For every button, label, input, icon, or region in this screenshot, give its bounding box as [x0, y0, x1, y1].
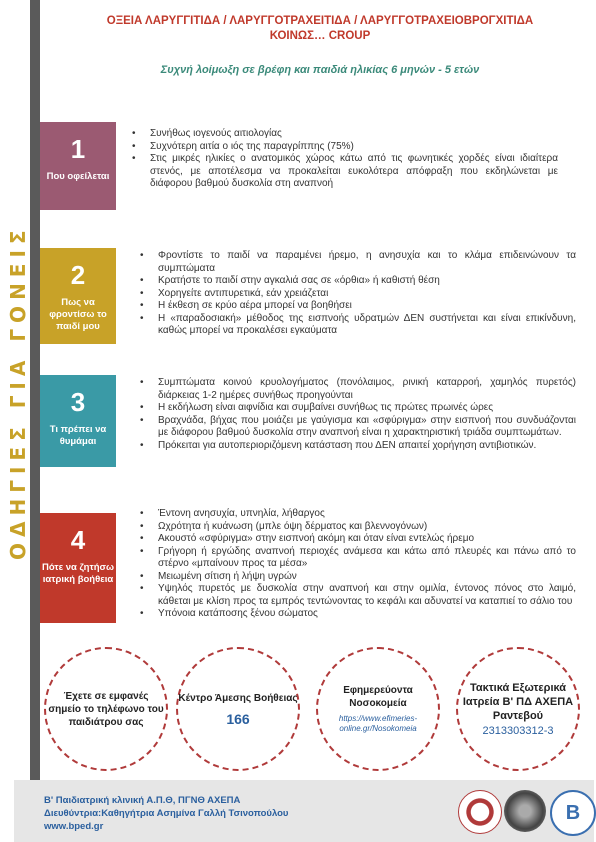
- list-item: • Συχνότερη αιτία ο ιός της παραγρίππης (75%): [126, 141, 558, 154]
- title-line-2: ΚΟΙΝΩΣ… CROUP: [269, 30, 371, 42]
- section-3-list: [134, 377, 576, 452]
- list-item: • Υψηλός πυρετός με δυσκολία στην αναπνοή και στην ομιλία, έντονος πόνος στο λαιμό, κάθεται με κλίση προς τα εμπρός τεντώνοντας το κεφάλι και αδυνατεί να καταπιεί το σάλιο του: [134, 583, 576, 608]
- section-2-label: Πως να φροντίσω το παιδί μου: [49, 297, 107, 332]
- pediatrician-phone-circle: [44, 647, 168, 771]
- list-item: • Κρατήστε το παιδί στην αγκαλιά σας σε «όρθια» ή καθιστή θέση: [134, 275, 576, 288]
- section-1-box: [40, 122, 116, 210]
- clinic-logo-letter: B: [565, 801, 581, 824]
- section-3-label: Τι πρέπει να θυμάμαι: [49, 424, 107, 447]
- section-4-list: [134, 508, 576, 621]
- section-1-number: 1: [70, 134, 86, 164]
- clinic-phone[interactable]: 2313303312-3: [482, 725, 554, 737]
- list-item: • Ωχρότητα ή κυάνωση (μπλε όψη δέρματος και βλεννογόνων): [134, 521, 576, 534]
- list-item: • Βραχνάδα, βήχας που μοιάζει με γαύγισμα και «σφύριγμα» στην εισπνοή που συνδυάζονται με διάφορου βαθμού δυσκολία στην αναπνοή είναι η χαρακτηριστική τριάδα συμπτωμάτων.: [134, 415, 576, 440]
- list-item: • Μειωμένη σίτιση ή λήψη υγρών: [134, 571, 576, 584]
- emergency-center-circle: [176, 647, 300, 771]
- title-line-1: ΟΞΕΙΑ ΛΑΡΥΓΓΙΤΙΔΑ / ΛΑΡΥΓΓΟΤΡΑΧΕΙΤΙΔΑ / ΛΑΡΥΓΓΟΤΡΑΧΕΙΟΒΡΟΓΧΙΤΙΔΑ: [106, 15, 534, 27]
- university-seal-icon: [458, 790, 502, 834]
- section-4-number: 4: [70, 525, 86, 555]
- list-item: • Συμπτώματα κοινού κρυολογήματος (πονόλαιμος, ρινική καταρροή, χαμηλός πυρετός) διάρκειας 1-2 ημέρες συνήθως προηγούνται: [134, 377, 576, 402]
- circle-text: Τακτικά Εξωτερικά Ιατρεία Β' ΠΔ ΑΧΕΠΑ Ραντεβού: [462, 682, 574, 722]
- circle-text: Κέντρο Άμεσης Βοήθειας: [178, 692, 298, 704]
- section-1-list: [126, 128, 558, 191]
- section-3-box: [40, 375, 116, 467]
- list-item: • Η «παραδοσιακή» μέθοδος της εισπνοής υδρατμών ΔΕΝ συστήνεται και είναι επικίνδυνη, καθώς μπορεί να προκαλέσει εγκαύματα: [134, 313, 576, 338]
- circle-text: Εφημερεύοντα Νοσοκομεία: [343, 685, 413, 709]
- hospitals-link[interactable]: https://www.efimeries-online.gr/Nosokomeia: [338, 714, 418, 733]
- list-item: • Πρόκειται για αυτοπεριοριζόμενη κατάσταση που ΔΕΝ απαιτεί χορήγηση αντιβιοτικών.: [134, 440, 576, 453]
- on-duty-hospitals-circle: [316, 647, 440, 771]
- circle-text: Έχετε σε εμφανές σημείο το τηλέφωνο του παιδιάτρου σας: [48, 690, 164, 728]
- page-title: [60, 14, 580, 44]
- footer-text: [44, 794, 288, 833]
- section-2-box: [40, 248, 116, 344]
- vertical-title: ΟΔΗΓΙΕΣ ΓΙΑ ΓΟΝΕΙΣ: [6, 224, 30, 560]
- list-item: • Χορηγείτε αντιπυρετικά, εάν χρειάζεται: [134, 288, 576, 301]
- list-item: • Έντονη ανησυχία, υπνηλία, λήθαργος: [134, 508, 576, 521]
- section-3-number: 3: [70, 387, 86, 417]
- section-4-box: [40, 513, 116, 623]
- emergency-number[interactable]: 166: [226, 710, 250, 727]
- footer-director: Διευθύντρια:Καθηγήτρια Ασημίνα Γαλλή Τσινοπούλου: [44, 808, 289, 819]
- list-item: • Ακουστό «σφύριγμα» στην εισπνοή ακόμη και όταν είναι εντελώς ήρεμο: [134, 533, 576, 546]
- list-item: • Η έκθεση σε κρύο αέρα μπορεί να βοηθήσει: [134, 300, 576, 313]
- list-item: • Υπόνοια κατάποσης ξένου σώματος: [134, 608, 576, 621]
- list-item: • Στις μικρές ηλικίες ο ανατομικός χώρος κάτω από τις φωνητικές χορδές είναι ιδιαίτερα στενός, με αποτέλεσμα να προκαλείται ευκολότερα απόφραξη που εκδηλώνεται με διάφορου βαθμού δυσκολία στη αναπνοή: [126, 153, 558, 191]
- list-item: • Συνήθως ιογενούς αιτιολογίας: [126, 128, 558, 141]
- footer: [14, 780, 594, 842]
- page-subtitle: Συχνή λοίμωξη σε βρέφη και παιδιά ηλικίας 6 μηνών - 5 ετών: [160, 64, 480, 76]
- section-1-label: Που οφείλεται: [46, 171, 110, 182]
- clinic-logo-icon: [550, 790, 596, 836]
- outpatient-clinic-circle: [456, 647, 580, 771]
- section-4-label: Πότε να ζητήσω ιατρική βοήθεια: [41, 562, 115, 585]
- footer-website[interactable]: www.bped.gr: [44, 821, 104, 832]
- section-2-number: 2: [70, 260, 86, 290]
- hospital-emblem-icon: [504, 790, 546, 832]
- footer-clinic: Β' Παιδιατρική κλινική Α.Π.Θ, ΠΓΝΘ ΑΧΕΠΑ: [44, 795, 241, 806]
- list-item: • Φροντίστε το παιδί να παραμένει ήρεμο, η ανησυχία και το κλάμα επιδεινώνουν τα συμπτώματα: [134, 250, 576, 275]
- list-item: • Γρήγορη ή εργώδης αναπνοή περιοχές ανάμεσα και κάτω από πλευρές και πάνω από το στέρνο «μπαίνουν προς τα μέσα»: [134, 546, 576, 571]
- list-item: • Η εκδήλωση είναι αιφνίδια και συμβαίνει συνήθως τις πρώτες πρωινές ώρες: [134, 402, 576, 415]
- section-2-list: [134, 250, 576, 338]
- sidebar-bar: [30, 0, 40, 800]
